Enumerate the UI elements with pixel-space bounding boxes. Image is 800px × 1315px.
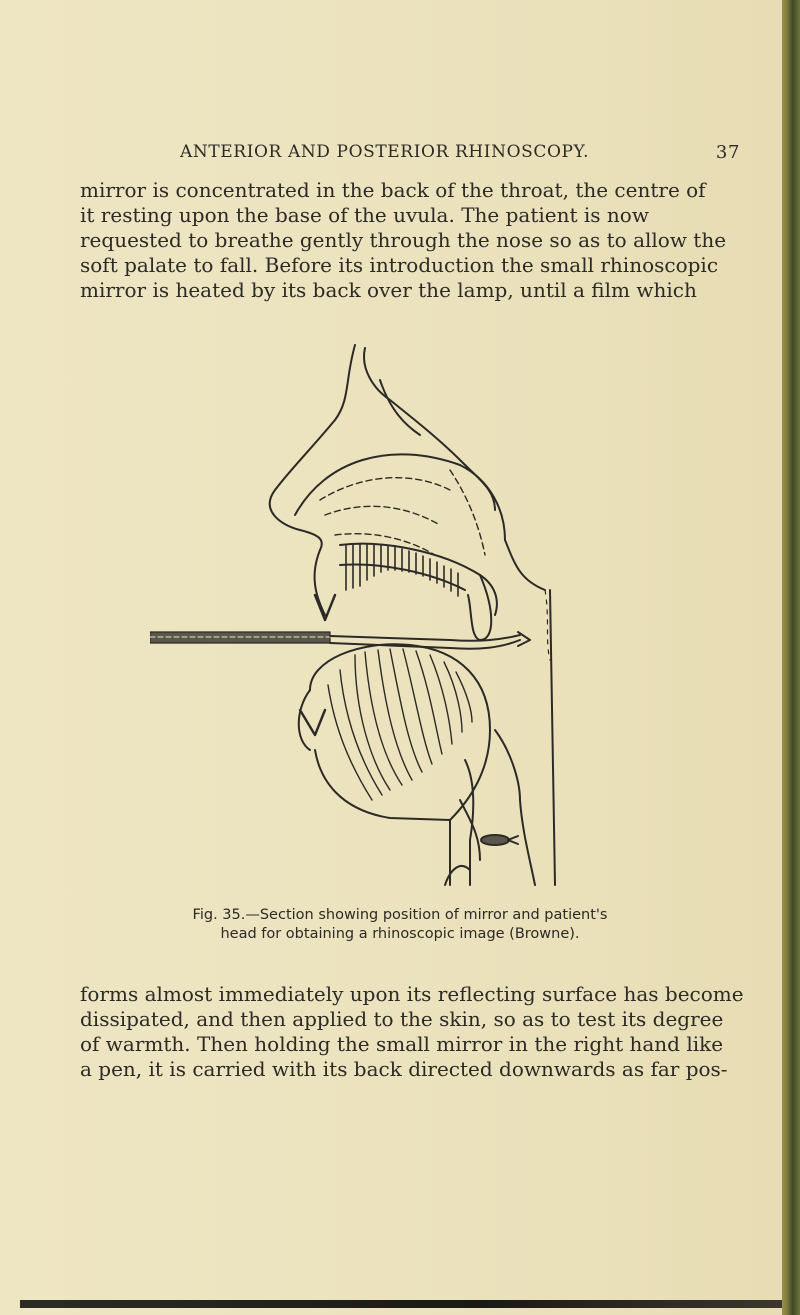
paragraph-line: a pen, it is carried with its back directed downwards as far pos- xyxy=(80,1057,728,1081)
rhinoscopic-mirror xyxy=(481,835,518,845)
page-number: 37 xyxy=(715,142,740,163)
page-bottom-shadow xyxy=(20,1300,782,1308)
body-paragraph-2 xyxy=(80,982,744,1082)
caption-line: Fig. 35.—Section showing position of mirror and patient's xyxy=(192,907,608,923)
body-paragraph-1 xyxy=(80,178,727,303)
caption-line: head for obtaining a rhinoscopic image (Browne). xyxy=(220,926,580,942)
paragraph-line: of warmth. Then holding the small mirror in the right hand like xyxy=(80,1032,724,1056)
paragraph-line: mirror is heated by its back over the lamp, until a film which xyxy=(80,278,697,302)
rhinoscopy-section-illustration xyxy=(150,340,620,900)
book-spine-edge xyxy=(782,0,800,1315)
paragraph-line: soft palate to fall. Before its introduction the small rhinoscopic xyxy=(80,253,719,277)
paragraph-line: requested to breathe gently through the nose so as to allow the xyxy=(80,228,727,252)
figure-caption xyxy=(150,906,650,944)
header-title: ANTERIOR AND POSTERIOR RHINOSCOPY. xyxy=(180,142,590,162)
running-header xyxy=(180,142,740,163)
paragraph-line: dissipated, and then applied to the skin, so as to test its degree xyxy=(80,1007,724,1031)
paragraph-line: mirror is concentrated in the back of the throat, the centre of xyxy=(80,178,706,202)
paragraph-line: it resting upon the base of the uvula. The patient is now xyxy=(80,203,649,227)
mirror-handle xyxy=(150,632,530,649)
paragraph-line: forms almost immediately upon its reflecting surface has become xyxy=(80,982,744,1006)
